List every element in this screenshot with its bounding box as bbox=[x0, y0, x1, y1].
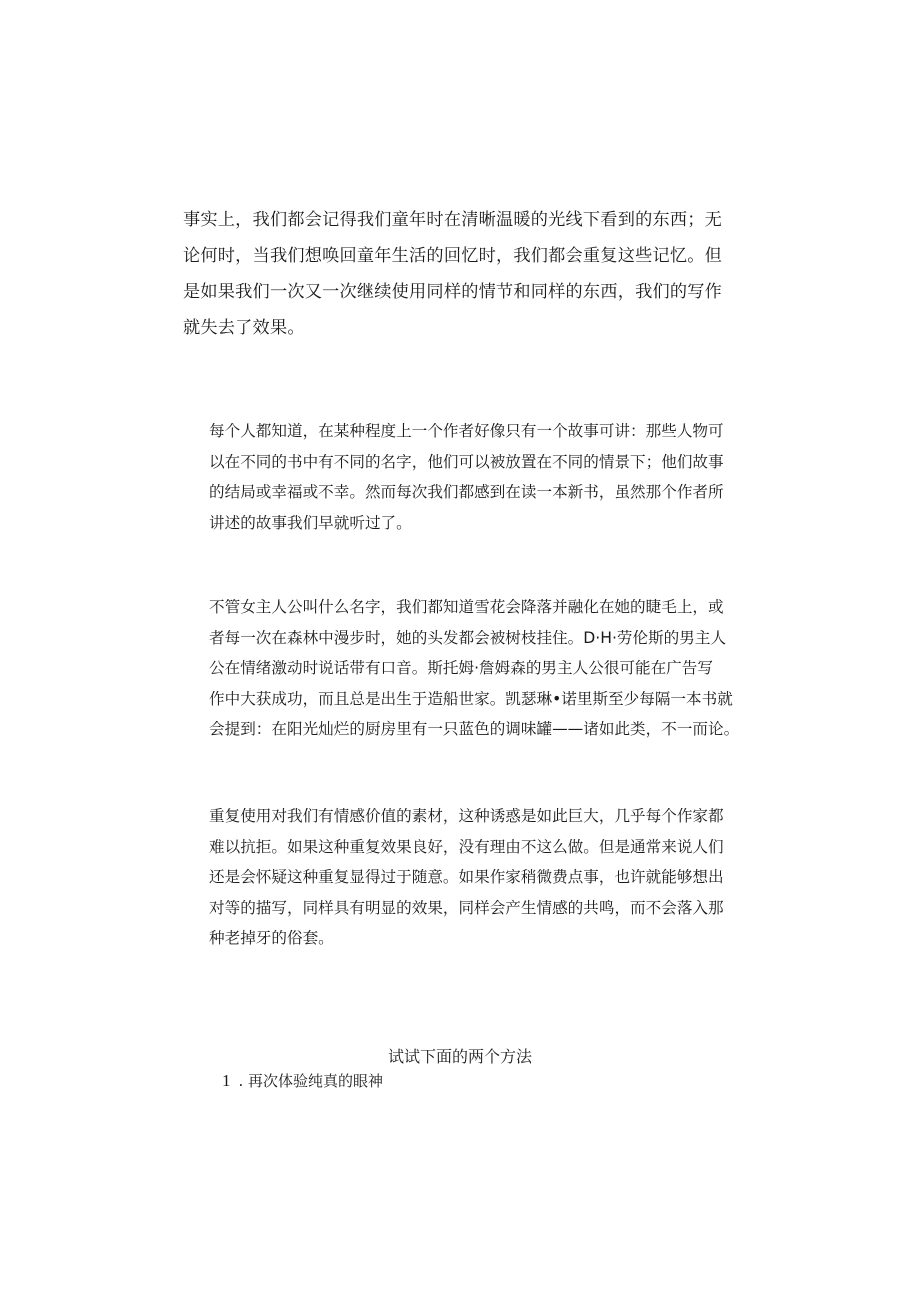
paragraph-line: 重复使用对我们有情感价值的素材，这种诱惑是如此巨大，几乎每个作家都 bbox=[209, 807, 724, 825]
paragraph-line: 事实上，我们都会记得我们童年时在清晰温暖的光线下看到的东西；无 bbox=[183, 210, 723, 230]
paragraph-temptation bbox=[209, 801, 724, 954]
paragraph-line: 就失去了效果。 bbox=[183, 318, 305, 338]
paragraph-line: 作中大获成功，而且总是出生于造船世家。凯瑟琳•诺里斯至少每隔一本书就 bbox=[209, 689, 733, 708]
list-item-text: . 再次体验纯真的眼神 bbox=[238, 1072, 384, 1090]
paragraph-line: 种老掉牙的俗套。 bbox=[209, 929, 334, 947]
paragraph-line: 者每一次在森林中漫步时，她的头发都会被树枝挂住。D·H·劳伦斯的男主人 bbox=[209, 628, 727, 647]
paragraph-line: 会提到：在阳光灿烂的厨房里有一只蓝色的调味罐——诸如此类，不一而论。 bbox=[209, 720, 740, 738]
paragraph-story bbox=[209, 416, 724, 538]
paragraph-line: 每个人都知道，在某种程度上一个作者好像只有一个故事可讲：那些人物可 bbox=[209, 422, 724, 440]
paragraph-line: 还是会怀疑这种重复显得过于随意。如果作家稍微费点事，也许就能够想出 bbox=[209, 868, 724, 886]
paragraph-line: 不管女主人公叫什么名字，我们都知道雪花会降落并融化在她的睫毛上，或 bbox=[209, 598, 724, 616]
paragraph-line: 是如果我们一次又一次继续使用同样的情节和同样的东西，我们的写作 bbox=[183, 282, 723, 302]
paragraph-line: 公在情绪激动时说话带有口音。斯托姆·詹姆森的男主人公很可能在广告写 bbox=[209, 659, 713, 677]
paragraph-examples bbox=[209, 592, 739, 745]
paragraph-line: 对等的描写，同样具有明显的效果，同样会产生情感的共鸣，而不会落入那 bbox=[209, 898, 724, 917]
paragraph-line: 以在不同的书中有不同的名字，他们可以被放置在不同的情景下；他们故事 bbox=[209, 452, 724, 471]
section-heading: 试试下面的两个方法 bbox=[387, 1047, 532, 1066]
paragraph-line: 论何时，当我们想唤回童年生活的回忆时，我们都会重复这些记忆。但 bbox=[183, 246, 723, 266]
paragraph-line: 难以抗拒。如果这种重复效果良好，没有理由不这么做。但是通常来说人们 bbox=[209, 837, 724, 856]
paragraph-line: 讲述的故事我们早就听过了。 bbox=[209, 513, 412, 532]
list-item-number: 1 bbox=[222, 1071, 231, 1090]
list-item bbox=[222, 1070, 383, 1092]
paragraph-intro bbox=[183, 202, 722, 346]
paragraph-line: 的结局或幸福或不幸。然而每次我们都感到在读一本新书，虽然那个作者所 bbox=[209, 483, 724, 501]
